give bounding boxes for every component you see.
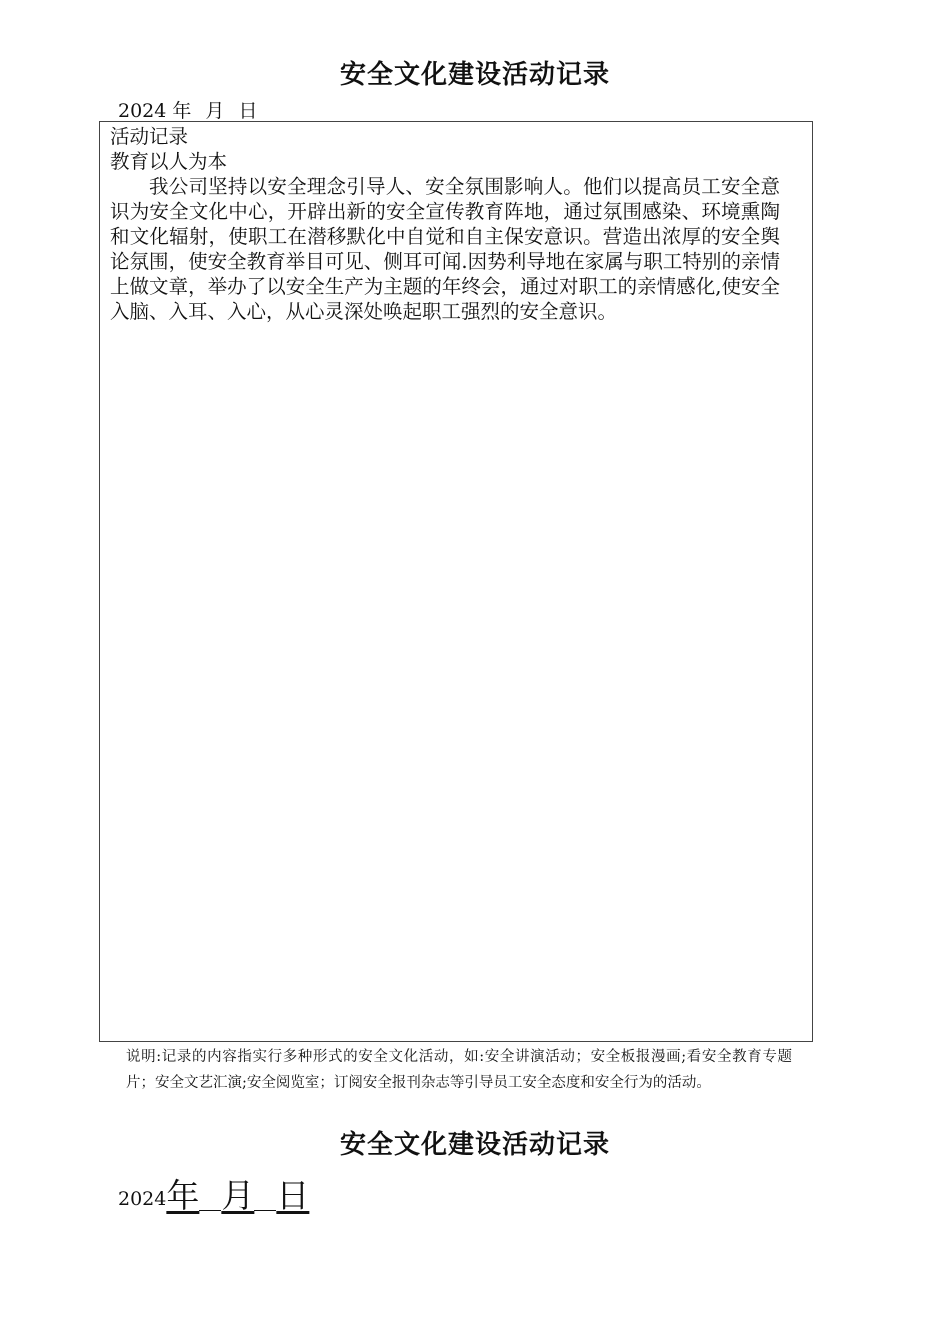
- record-date: [118, 96, 257, 123]
- date-year-unit: 年: [172, 100, 192, 122]
- record-date-2: [118, 1170, 309, 1217]
- date-day-unit: 日: [238, 100, 258, 122]
- date-month-unit: 月: [205, 100, 225, 122]
- date-month-unit-2: 月: [221, 1176, 255, 1215]
- record-body: 我公司坚持以安全理念引导人、安全氛围影响人。他们以提高员工安全意识为安全文化中心，开辟出新的安全宣传教育阵地，通过氛围感染、环境熏陶和文化辐射，使职工在潜移默化中自觉和自主保安意识。营造出浓厚的安全舆论氛围，使安全教育举目可见、侧耳可闻.因势利导地在家属与职工特别的亲情上做文章，举办了以安全生产为主题的年终会，通过对职工的亲情感化,使安全入脑、入耳、入心，从心灵深处唤起职工强烈的安全意识。: [110, 175, 780, 323]
- page-title: 安全文化建设活动记录: [339, 60, 610, 90]
- record-note: 说明:记录的内容指实行多种形式的安全文化活动，如:安全讲演活动；安全板报漫画;看安全教育专题片；安全文艺汇演;安全阅览室；订阅安全报刊杂志等引导员工安全态度和安全行为的活动。: [126, 1049, 792, 1091]
- activity-record-box: [99, 121, 813, 1042]
- date-year: 2024: [118, 100, 167, 122]
- date-year-2: 2024: [118, 1188, 167, 1210]
- date-day-unit-2: 日: [276, 1176, 310, 1215]
- date-year-unit-2: 年: [166, 1176, 200, 1215]
- record-label: 活动记录: [110, 125, 189, 148]
- page-title-2: 安全文化建设活动记录: [339, 1130, 610, 1160]
- record-subtitle: 教育以人为本: [110, 150, 228, 173]
